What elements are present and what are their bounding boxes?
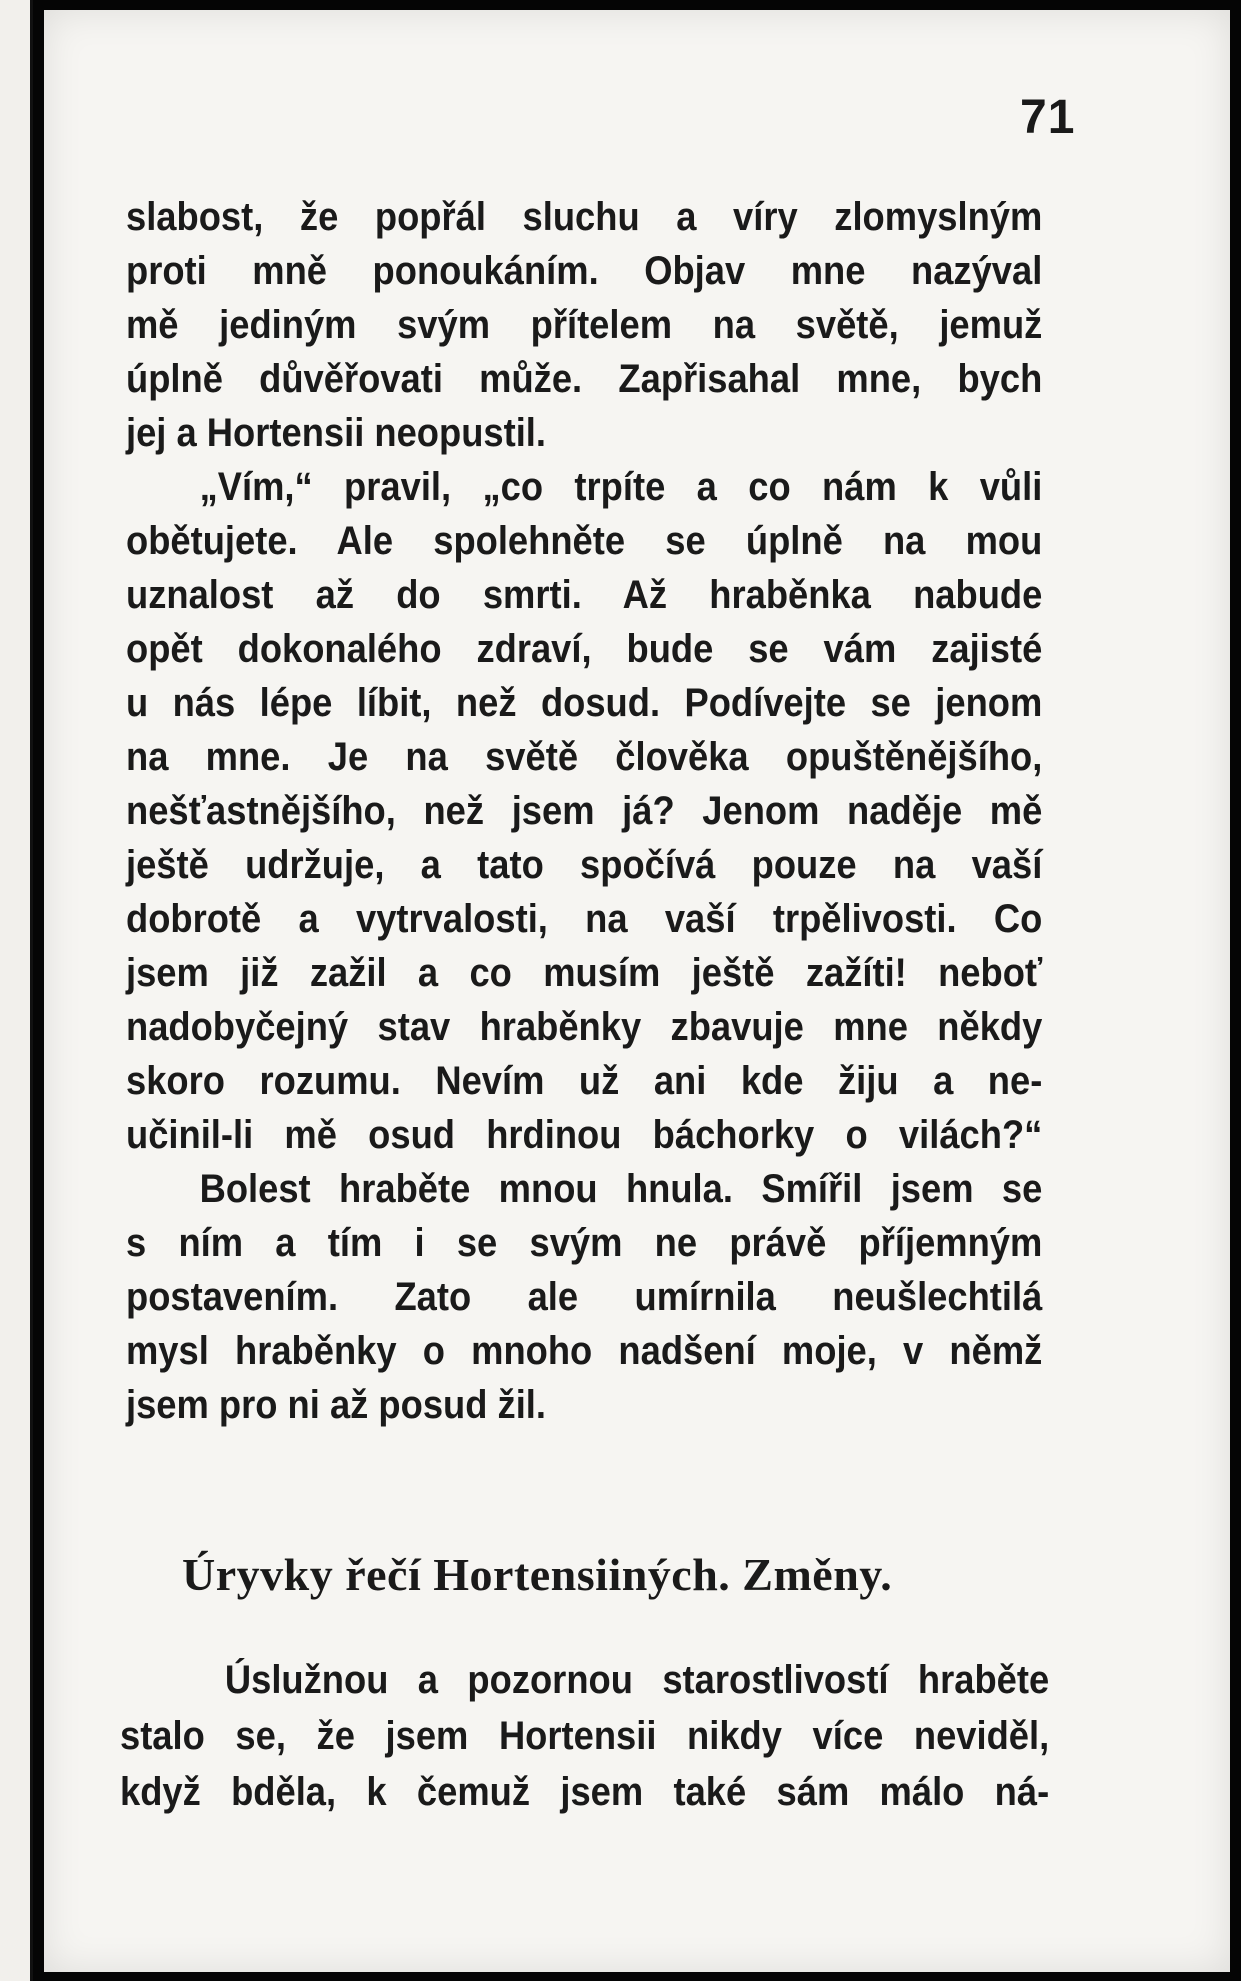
text-line: uznalost až do smrti. Až hraběnka nabude: [126, 573, 1043, 617]
text-line: na mne. Je na světě člověka opuštěnějšího,: [126, 735, 1043, 779]
text-line: mě jediným svým přítelem na světě, jemuž: [126, 303, 1043, 347]
text-line: Bolest hraběte mnou hnula. Smířil jsem se: [199, 1167, 1043, 1211]
text-line: nadobyčejný stav hraběnky zbavuje mne někdy: [126, 1005, 1043, 1049]
page-number: 71: [1020, 91, 1076, 144]
text-line: jsem již zažil a co musím ještě zažíti! neboť: [126, 951, 1043, 995]
book-spine-edge: [0, 0, 33, 1981]
text-line: „Vím,“ pravil, „co trpíte a co nám k vůli: [199, 465, 1043, 509]
text-line: jsem pro ni až posud žil.: [126, 1383, 546, 1427]
text-line: slabost, že popřál sluchu a víry zlomyslným: [126, 195, 1043, 239]
text-line: ještě udržuje, a tato spočívá pouze na vaší: [126, 843, 1043, 887]
text-line: dobrotě a vytrvalosti, na vaší trpělivosti. Co: [126, 897, 1043, 941]
section-text: [120, 1652, 1050, 1820]
text-line: nešťastnějšího, než jsem já? Jenom naděje mě: [126, 789, 1043, 833]
book-page: [44, 10, 1230, 1972]
text-line: mysl hraběnky o mnoho nadšení moje, v němž: [126, 1329, 1043, 1373]
text-line: Úslužnou a pozornou starostlivostí hraběte: [224, 1658, 1050, 1702]
text-line: obětujete. Ale spolehněte se úplně na mou: [126, 519, 1043, 563]
text-line: s ním a tím i se svým ne právě příjemným: [126, 1221, 1043, 1265]
text-line: proti mně ponoukáním. Objav mne nazýval: [126, 249, 1043, 293]
text-line: skoro rozumu. Nevím už ani kde žiju a ne-: [126, 1059, 1043, 1103]
text-line: u nás lépe líbit, než dosud. Podívejte se jenom: [126, 681, 1043, 725]
text-line: postavením. Zato ale umírnila neušlechtilá: [126, 1275, 1043, 1319]
text-line: stalo se, že jsem Hortensii nikdy více neviděl,: [120, 1714, 1050, 1758]
body-text: [126, 190, 1043, 1432]
text-line: když bděla, k čemuž jsem také sám málo ná-: [120, 1770, 1050, 1814]
text-line: jej a Hortensii neopustil.: [126, 411, 547, 455]
section-heading: Úryvky řečí Hortensiiných. Změny.: [182, 1549, 893, 1600]
text-line: úplně důvěřovati může. Zapřisahal mne, bych: [126, 357, 1043, 401]
text-line: učinil-li mě osud hrdinou báchorky o vilách?“: [126, 1113, 1043, 1157]
text-line: opět dokonalého zdraví, bude se vám zajisté: [126, 627, 1043, 671]
